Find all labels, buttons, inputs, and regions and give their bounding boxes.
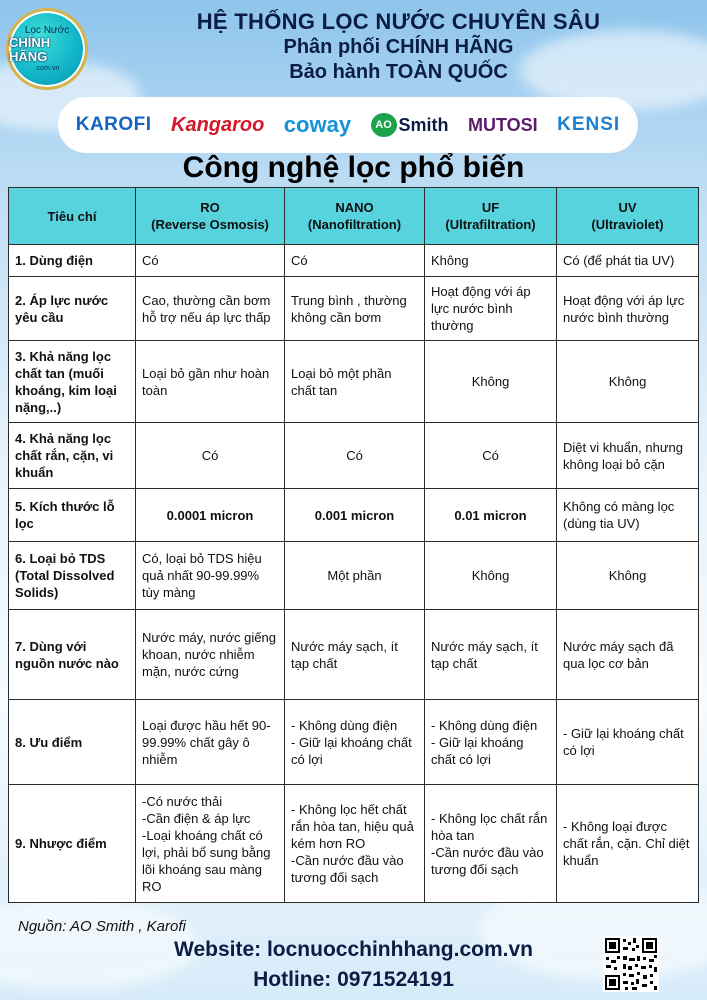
uv-cell: - Giữ lại khoáng chất có lợi xyxy=(557,700,699,785)
criteria-cell: 5. Kích thước lỗ lọc xyxy=(9,489,136,542)
logo-line-1: Lọc Nước xyxy=(24,25,70,36)
ro-cell: Có, loại bỏ TDS hiệu quả nhất 90-99.99% tùy màng xyxy=(136,542,285,610)
header-criteria: Tiêu chí xyxy=(9,188,136,245)
table-row xyxy=(9,423,699,489)
brand-aosmith-text: Smith xyxy=(398,114,449,135)
ro-cell: Loại bỏ gần như hoàn toàn xyxy=(136,341,285,423)
criteria-cell: 9. Nhược điểm xyxy=(9,785,136,903)
logo-line-2: CHÍNH HÃNG xyxy=(9,35,51,64)
ro-cell: -Có nước thải -Cần điện & áp lực -Loại khoáng chất có lợi, phải bổ sung bằng lõi khoáng sau màng RO xyxy=(136,785,285,903)
uf-cell: - Không lọc chất rắn hòa tan -Cần nước đầu vào tương đối sạch xyxy=(425,785,557,903)
table-row xyxy=(9,542,699,610)
ro-cell: Có xyxy=(136,423,285,489)
criteria-cell: 7. Dùng với nguồn nước nào xyxy=(9,610,136,700)
header-title: HỆ THỐNG LỌC NƯỚC CHUYÊN SÂU xyxy=(196,9,601,34)
nano-cell: Loại bỏ một phần chất tan xyxy=(285,341,425,423)
table-row xyxy=(9,785,699,903)
nano-cell: Nước máy sạch, ít tạp chất xyxy=(285,610,425,700)
uv-cell: Không xyxy=(557,542,699,610)
uf-cell: Hoạt động với áp lực nước bình thường xyxy=(425,277,557,341)
ro-cell: Có xyxy=(136,245,285,277)
nano-cell: - Không dùng điện - Giữ lại khoáng chất có lợi xyxy=(285,700,425,785)
uf-cell: - Không dùng điện - Giữ lại khoáng chất có lợi xyxy=(425,700,557,785)
table-header-row xyxy=(9,188,699,245)
table-row xyxy=(9,700,699,785)
nano-cell: Một phần xyxy=(285,542,425,610)
criteria-cell: 2. Áp lực nước yêu cầu xyxy=(9,277,136,341)
header-uv: UV (Ultraviolet) xyxy=(557,188,699,245)
brand-aosmith-logo xyxy=(371,113,449,137)
brand-kangaroo-logo: Kangaroo xyxy=(171,113,265,136)
nano-cell: Có xyxy=(285,423,425,489)
brand-logo xyxy=(6,8,88,90)
ro-cell: 0.0001 micron xyxy=(136,489,285,542)
header-subtitle-warranty: Bảo hành TOÀN QUỐC xyxy=(289,61,508,83)
brand-strip xyxy=(58,97,638,153)
uv-cell: Hoạt động với áp lực nước bình thường xyxy=(557,277,699,341)
nano-cell: - Không lọc hết chất rắn hòa tan, hiệu quả kém hơn RO -Cần nước đầu vào tương đối sạch xyxy=(285,785,425,903)
brand-kensi-logo: KENSI xyxy=(557,114,621,135)
uv-cell: Có (để phát tia UV) xyxy=(557,245,699,277)
header-uf: UF (Ultrafiltration) xyxy=(425,188,557,245)
table-row xyxy=(9,245,699,277)
header-nano: NANO (Nanofiltration) xyxy=(285,188,425,245)
table-row xyxy=(9,610,699,700)
uf-cell: Không xyxy=(425,245,557,277)
nano-cell: Có xyxy=(285,245,425,277)
uf-cell: Nước máy sạch, ít tạp chất xyxy=(425,610,557,700)
uv-cell: Nước máy sạch đã qua lọc cơ bản xyxy=(557,610,699,700)
uf-cell: 0.01 micron xyxy=(425,489,557,542)
brand-mutosi-logo: MUTOSI xyxy=(467,114,538,135)
website-link[interactable]: Website: locnuocchinhhang.com.vn xyxy=(174,938,533,961)
nano-cell: Trung bình , thường không cần bơm xyxy=(285,277,425,341)
uv-cell: Diệt vi khuẩn, nhưng không loại bỏ cặn xyxy=(557,423,699,489)
brand-coway-logo: coway xyxy=(283,112,352,137)
hotline-text: Hotline: 0971524191 xyxy=(253,968,454,991)
table-row xyxy=(9,341,699,423)
uf-cell: Không xyxy=(425,542,557,610)
criteria-cell: 1. Dùng điện xyxy=(9,245,136,277)
logo-line-3: .com.vn xyxy=(34,65,60,72)
criteria-cell: 6. Loại bỏ TDS (Total Dissolved Solids) xyxy=(9,542,136,610)
qr-code-icon[interactable] xyxy=(603,936,659,992)
nano-cell: 0.001 micron xyxy=(285,489,425,542)
criteria-cell: 3. Khả năng lọc chất tan (muối khoáng, kim loại nặng,..) xyxy=(9,341,136,423)
criteria-cell: 4. Khả năng lọc chất rắn, cặn, vi khuẩn xyxy=(9,423,136,489)
ro-cell: Cao, thường cần bơm hỗ trợ nếu áp lực thấp xyxy=(136,277,285,341)
ro-cell: Loại được hầu hết 90-99.99% chất gây ô nhiễm xyxy=(136,700,285,785)
brand-karofi-logo: KAROFI xyxy=(75,114,152,135)
ao-badge-icon: AO xyxy=(371,113,397,137)
uv-cell: Không có màng lọc (dùng tia UV) xyxy=(557,489,699,542)
header-subtitle-distribution: Phân phối CHÍNH HÃNG xyxy=(283,36,514,58)
ro-cell: Nước máy, nước giếng khoan, nước nhiễm mặn, nước cứng xyxy=(136,610,285,700)
comparison-table xyxy=(8,187,699,903)
source-note: Nguồn: AO Smith , Karofi xyxy=(18,918,186,935)
table-row xyxy=(9,489,699,542)
header xyxy=(90,8,707,85)
uf-cell: Không xyxy=(425,341,557,423)
uv-cell: Không xyxy=(557,341,699,423)
uv-cell: - Không loại được chất rắn, cặn. Chỉ diệt khuẩn xyxy=(557,785,699,903)
criteria-cell: 8. Ưu điểm xyxy=(9,700,136,785)
page-title: Công nghệ lọc phổ biến xyxy=(182,151,525,184)
uf-cell: Có xyxy=(425,423,557,489)
header-ro: RO (Reverse Osmosis) xyxy=(136,188,285,245)
table-row xyxy=(9,277,699,341)
